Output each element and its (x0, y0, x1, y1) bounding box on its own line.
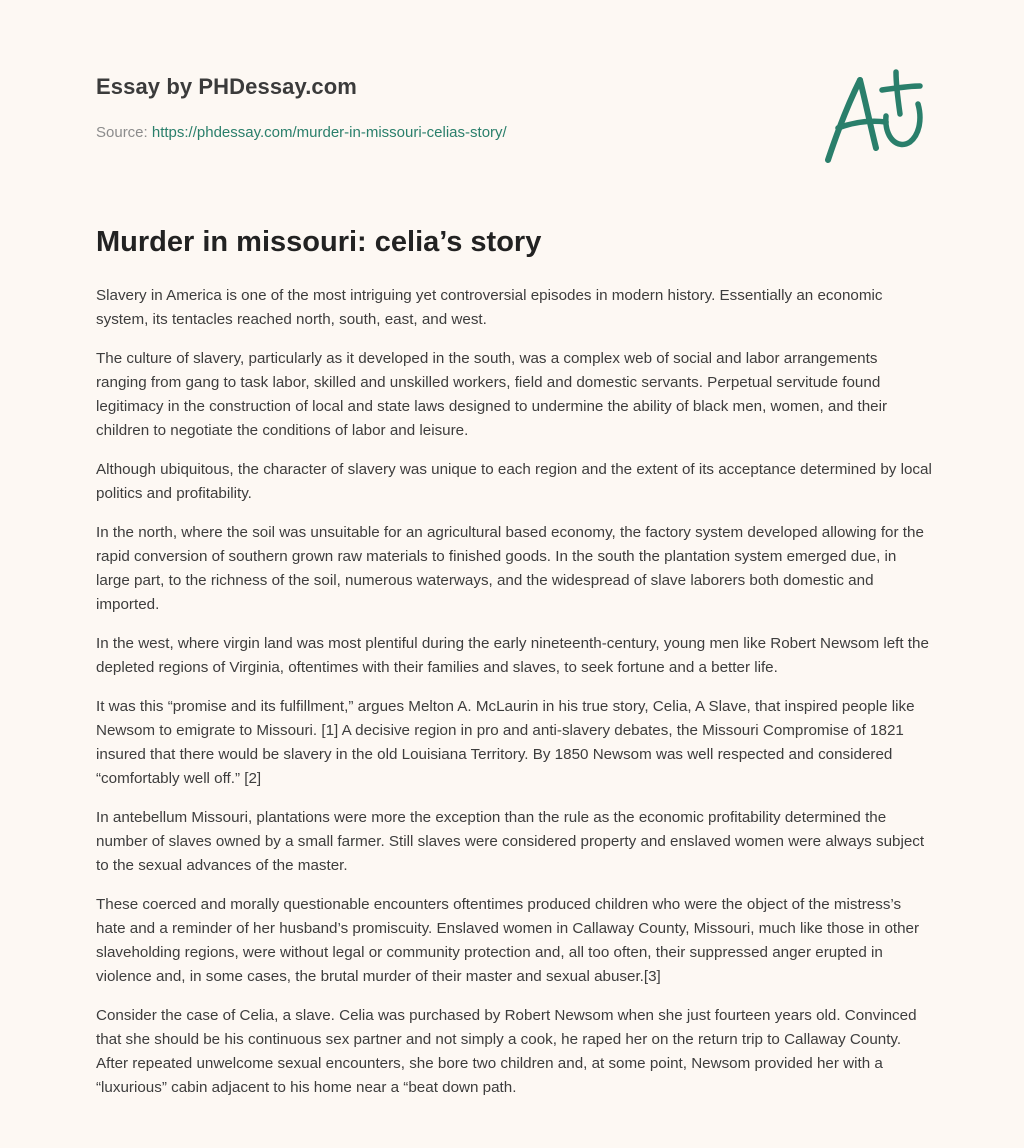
site-brand: Essay by PHDessay.com (96, 74, 357, 99)
article-body (96, 284, 932, 1115)
paragraph: In the west, where virgin land was most plentiful during the early nineteenth-century, young men like Robert Newsom left the depleted regions of Virginia, oftentimes with their families and slaves, to seek fortune and a better life. (96, 635, 929, 676)
paragraph: Slavery in America is one of the most intriguing yet controversial episodes in modern history. Essentially an economic system, its tentacles reached north, south, east, and west. (96, 287, 883, 328)
paragraph: In antebellum Missouri, plantations were more the exception than the rule as the economic profitability determined the number of slaves owned by a small farmer. Still slaves were considered property and enslaved women were always subject to the sexual advances of the master. (96, 809, 925, 874)
paragraph: Consider the case of Celia, a slave. Celia was purchased by Robert Newsom when she just fourteen years old. Convinced that she should be his continuous sex partner and not simply a cook, he raped her on the return trip to Callaway County. After repeated unwelcome sexual encounters, she bore two children and, at some point, Newsom provided her with a “luxurious” cabin adjacent to his home near a “beat down path. (96, 1007, 917, 1096)
paragraph: Although ubiquitous, the character of slavery was unique to each region and the extent of its acceptance determined by local politics and profitability. (96, 461, 932, 502)
a-plus-logo-icon (824, 66, 928, 166)
source-line (96, 124, 507, 141)
source-link[interactable]: https://phdessay.com/murder-in-missouri-celias-story/ (151, 124, 507, 141)
page-title: Murder in missouri: celia’s story (96, 226, 542, 258)
source-label: Source: (96, 124, 152, 141)
paragraph: These coerced and morally questionable encounters oftentimes produced children who were the object of the mistress’s hate and a reminder of her husband’s promiscuity. Enslaved women in Callaway County, Missouri, much like those in other slaveholding regions, were without legal or community protection and, all too often, their suppressed anger erupted in violence and, in some cases, the brutal murder of their master and sexual abuser.[3] (96, 896, 920, 985)
paragraph: In the north, where the soil was unsuitable for an agricultural based economy, the factory system developed allowing for the rapid conversion of southern grown raw materials to finished goods. In the south the plantation system emerged due, in large part, to the richness of the soil, numerous waterways, and the widespread of slave laborers both domestic and imported. (96, 524, 924, 613)
paragraph: It was this “promise and its fulfillment,” argues Melton A. McLaurin in his true story, Celia, A Slave, that inspired people like Newsom to emigrate to Missouri. [1] A decisive region in pro and anti-slavery debates, the Missouri Compromise of 1821 insured that there would be slavery in the old Louisiana Territory. By 1850 Newsom was well respected and considered “comfortably well off.” [2] (96, 698, 915, 787)
paragraph: The culture of slavery, particularly as it developed in the south, was a complex web of social and labor arrangements ranging from gang to task labor, skilled and unskilled workers, field and domestic servants. Perpetual servitude found legitimacy in the construction of local and state laws designed to undermine the ability of black men, women, and their children to negotiate the conditions of labor and leisure. (96, 350, 888, 439)
